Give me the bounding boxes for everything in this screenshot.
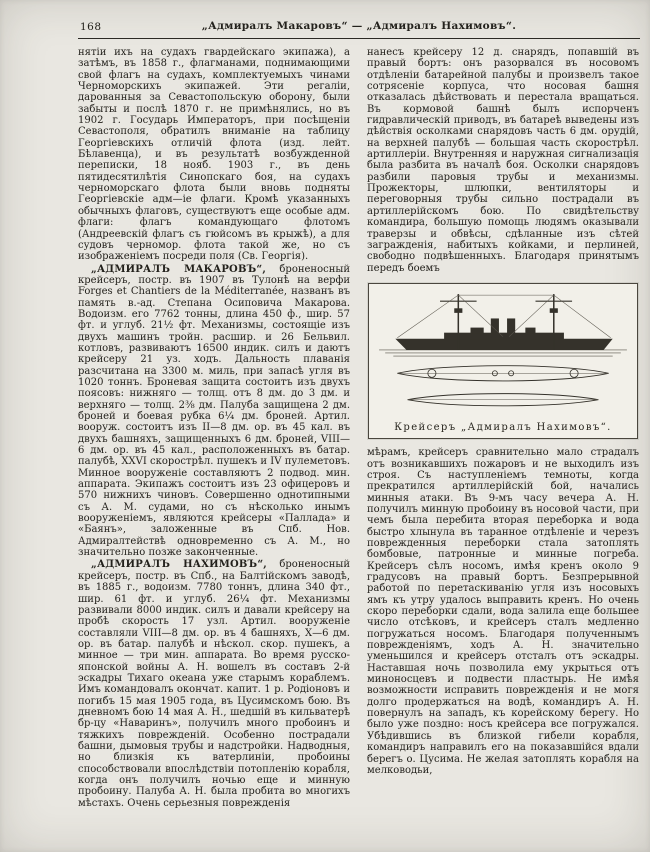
paragraph-flags-continuation: нятіи ихъ на судахъ гвардейскаго экипажа), а затѣмъ, въ 1858 г., флагманами, поднимающими свой флагъ на судахъ, комплектуемыхъ чинами Черноморскихъ экипажей. Эти регаліи, дарованныя за Севастопольскую оборону, были забыты и послѣ 1870 г. не примѣнялись, но въ 1902 г. Государь Императоръ, при посѣщеніи Севастополя, обратилъ вниманіе на таблицу Георгіевскихъ отличій флота (изд. лейт. Бѣлавенца), и въ результатѣ возбужденной переписки, 18 нояб. 1903 г., въ день пятидесятилѣтія Синопскаго боя, на судахъ черноморскаго флота были вновь подняты Георгіевскіе адм—іе флаги. Кромѣ указанныхъ обычныхъ флаговъ, существуютъ еще особые адм. флаги: флагъ командующаго флотомъ (Андреевскій флагъ съ гюйсомъ въ крыжѣ), а для судовъ черномор. флота такой же, но съ изображеніемъ посреди поля (Св. Георгія). xyxy=(78,47,350,263)
two-column-body xyxy=(78,47,640,809)
ship-engraving-illustration xyxy=(373,289,633,419)
article-admiral-makarov xyxy=(78,264,350,559)
article-body-nakhimov: броненосный крейсеръ, постр. въ Спб., на Балтійскомъ заводѣ, въ 1885 г., водоизм. 7780 тоннъ, длина 340 фт., шир. 61 фт. и углуб. 26¼ фт. Механизмы развивали 8000 индик. силъ и давали крейсеру на пробѣ скорость 17 узл. Артил. вооруженіе составляли VIII—8 дм. ор. въ 4 башняхъ, X—6 дм. ор. въ батар. палубѣ и нѣскол. скор. пушекъ, а минное — три мин. аппарата. Во время русско-японской войны А. Н. вошелъ въ составъ 2-й эскадры Тихаго океана уже старымъ кораблемъ. Имъ командовалъ окончат. капит. 1 р. Родіоновъ и погибъ 15 мая 1905 года, въ Цусимскомъ бою. Въ дневномъ бою 14 мая А. Н., шедшій въ кильватерѣ бр-цу «Наваринъ», получилъ много пробоинъ и тяжкихъ поврежденій. Особенно пострадали башни, дымовыя трубы и надстройки. Надводныя, но близкія къ ватерлиніи, пробоины способствовали впослѣдствіи потопленію корабля, когда онъ получилъ ночью еще и минную пробоину. Палуба А. Н. была пробита во многихъ мѣстахъ. Очень серьезныя поврежденія xyxy=(78,559,350,809)
running-title: „Адмиралъ Макаровъ“ — „Адмиралъ Нахимовъ“. xyxy=(201,20,517,32)
article-body-makarov: броненосный крейсеръ, постр. въ 1907 въ Тулонѣ на верфи Forges et Chantiers de la Méditerranée, названъ въ память в.-ад. Степана Осиповича Макарова. Водоизм. его 7762 тонны, длина 450 ф., шир. 57 фт. и углуб. 21½ фт. Механизмы, состоящіе изъ двухъ машинъ тройн. расшир. и 26 Бельвил. котловъ, развиваютъ 16500 индик. силъ и даютъ крейсеру 21 уз. ходъ. Дальность плаванія разсчитана на 3300 м. миль, при запасѣ угля въ 1020 тоннъ. Броневая защита состоитъ изъ двухъ поясовъ: нижняго — толщ. отъ 8 дм. до 3 дм. и верхняго — толщ. 2⅜ дм. Палуба защищена 2 дм. броней и боевая рубка 6¼ дм. броней. Артил. вооруж. состоитъ изъ II—8 дм. ор. въ 45 кал. въ двухъ башняхъ, защищенныхъ 6 дм. броней, VIII—6 дм. ор. въ 45 кал., расположенныхъ въ батар. палубѣ, XXVI скорострѣл. пушекъ и IV пулеметовъ. Минное вооруженіе составляютъ 2 подвод. мин. аппарата. Экипажъ состоитъ изъ 23 офицеровъ и 570 нижнихъ чиновъ. Совершенно однотипными съ А. М. судами, но съ нѣсколько инымъ вооруженіемъ, являются крейсеры «Паллада» и «Баянъ», заложенные въ Спб. Нов. Адмиралтействѣ одновременно съ А. М., но значительно позже законченные. xyxy=(78,263,351,559)
figure-caption: Крейсеръ „Адмиралъ Нахимовъ“. xyxy=(394,421,612,433)
paragraph-battle-damage: нанесъ крейсеру 12 д. снарядъ, попавшій въ правый бортъ: онъ разорвался въ носовомъ отдѣленіи батарейной палубы и произвелъ такое сотрясеніе корпуса, что носовая башня отказалась дѣйствовать и перестала вращаться. Въ кормовой башнѣ былъ испорченъ гидравлическій приводъ, въ батареѣ выведены изъ дѣйствія осколками снарядовъ часть 6 дм. орудій, на верхней палубѣ — большая часть скорострѣл. артиллеріи. Внутренняя и наружная сигнализація была разбита въ началѣ боя. Осколки снарядовъ разбили паровыя трубы и механизмы. Прожекторы, шлюпки, вентиляторы и переговорныя трубы сильно пострадали въ артиллерійскомъ бою. По свидѣтельству командира, большую помощь людямъ оказывали траверзы и обвѣсы, сдѣланные изъ сѣтей загражденія, набитыхъ койками, и перлиней, свободно подвѣшенныхъ. Благодаря принятымъ передъ боемъ xyxy=(367,47,639,274)
page-header xyxy=(78,20,640,35)
page-number: 168 xyxy=(80,21,102,33)
article-title-makarov: „АДМИРАЛЪ МАКАРОВЪ“, xyxy=(91,263,267,275)
paragraph-sinking: мѣрамъ, крейсеръ сравнительно мало страдалъ отъ возникавшихъ пожаровъ и не выходилъ изъ строя. Съ наступленіемъ темноты, когда прекратился артиллерійскій бой, начались минныя атаки. Въ 9-мъ часу вечера А. Н. получилъ минную пробоину въ носовой части, при чемъ была перебита вторая переборка и вода быстро хлынула въ таранное отдѣленіе и черезъ поврежденныя переборки стала затоплять бомбовые, патронные и минные погреба. Крейсеръ сѣлъ носомъ, имѣя кренъ около 9 градусовъ на правый бортъ. Безпрерывной работой по перетаскиванію угля изъ носовыхъ ямъ къ утру удалось выправить кренъ. Но очень скоро переборки сдали, вода залила еще большее число отсѣковъ, и крейсеръ сталъ медленно погружаться носомъ. Благодаря полученнымъ поврежденіямъ, ходъ А. Н. значительно уменьшился и крейсеръ отсталъ отъ эскадры. Наставшая ночь позволила ему укрыться отъ миноносцевъ и подвести пластырь. Не имѣя возможности исправить поврежденія и не могя долго продержаться на водѣ, командиръ А. Н. повернулъ на западъ, къ корейскому берегу. Но было уже поздно: носъ крейсера все погружался. Убѣдившись въ близкой гибели корабля, командиръ направилъ его на показавшійся вдали берегъ о. Цусима. Не желая затоплять корабля на мелководьи, xyxy=(367,447,639,776)
article-admiral-nakhimov xyxy=(78,559,350,809)
left-column xyxy=(78,47,350,809)
right-column xyxy=(367,47,639,809)
header-rule xyxy=(78,38,640,39)
text-block xyxy=(78,20,640,809)
ship-figure xyxy=(368,283,638,439)
article-title-nakhimov: „АДМИРАЛЪ НАХИМОВЪ“, xyxy=(91,559,267,571)
